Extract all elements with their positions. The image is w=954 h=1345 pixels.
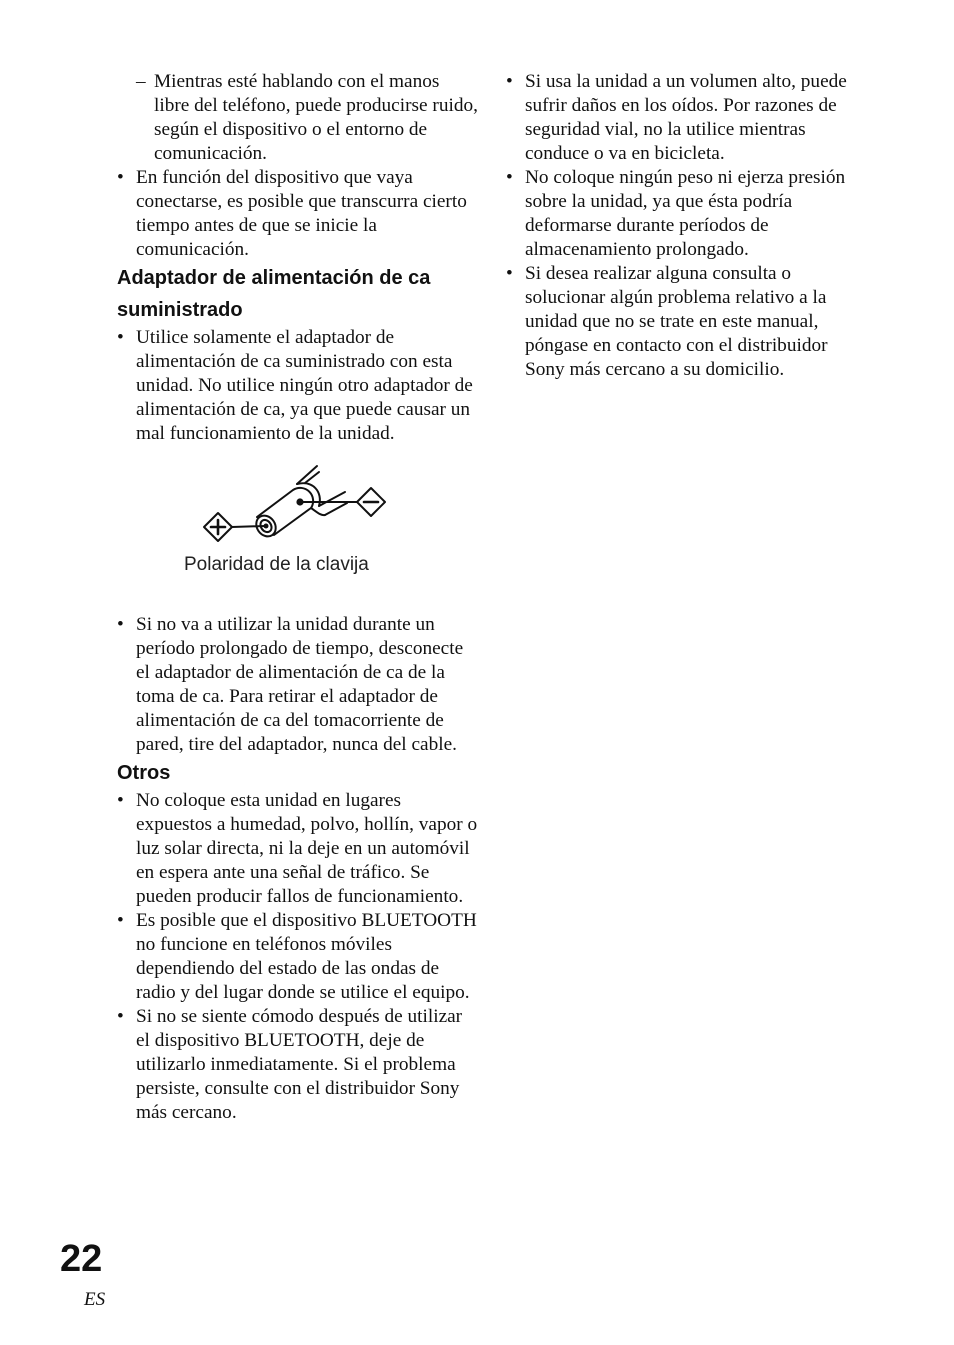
figure-caption: Polaridad de la clavija <box>184 554 369 575</box>
bullet-item: • Si no se siente cómodo después de utilizar el dispositivo BLUETOOTH, deje de utilizarlo inmediatamente. Si el problema persiste, consulte con el distribuidor Sony más cercano. <box>117 1005 479 1125</box>
bullet-item: • Utilice solamente el adaptador de alimentación de ca suministrado con esta unidad. No utilice ningún otro adaptador de alimentación de ca, ya que puede causar un mal funcionamiento de la unidad. <box>117 326 479 446</box>
bullet-item: • Si usa la unidad a un volumen alto, puede sufrir daños en los oídos. Por razones de seguridad vial, no la utilice mientras conduce o va en bicicleta. <box>506 70 866 166</box>
adapter-bullet-list <box>117 326 479 446</box>
bullet-item: • Si no va a utilizar la unidad durante un período prolongado de tiempo, desconecte el adaptador de alimentación de ca de la toma de ca. Para retirar el adaptador de alimentación de ca del tomacorriente de pared, tire del adaptador, nunca del cable. <box>117 613 479 757</box>
intro-dash-list <box>117 70 479 166</box>
adapter-bullet-list-2 <box>117 613 479 757</box>
bullet-item: • Es posible que el dispositivo BLUETOOTH no funcione en teléfonos móviles dependiendo del estado de las ondas de radio y del lugar donde se utilice el equipo. <box>117 909 479 1005</box>
bullet-item: • No coloque ningún peso ni ejerza presión sobre la unidad, ya que ésta podría deformarse durante períodos de almacenamiento prolongado. <box>506 166 866 262</box>
bullet-item: • No coloque esta unidad en lugares expuestos a humedad, polvo, hollín, vapor o luz solar directa, ni la deje en un automóvil en espera ante una señal de tráfico. Se pueden producir fallos de funcionamiento. <box>117 789 479 909</box>
right-bullet-list <box>506 70 866 382</box>
page-number: 22 <box>60 1238 103 1280</box>
section-heading-otros: Otros <box>117 762 171 784</box>
dash-item: – Mientras esté hablando con el manos libre del teléfono, puede producirse ruido, según el dispositivo o el entorno de comunicación. <box>117 70 479 166</box>
language-code: ES <box>84 1289 106 1310</box>
otros-bullet-list <box>117 789 479 1125</box>
section-heading-adaptador: Adaptador de alimentación de ca suministrado <box>117 267 431 321</box>
plug-polarity-diagram-icon <box>201 460 401 552</box>
right-column <box>506 70 866 382</box>
bullet-item: • En función del dispositivo que vaya conectarse, es posible que transcurra cierto tiempo antes de que se inicie la comunicación. <box>117 166 479 262</box>
left-column <box>117 70 479 1125</box>
intro-bullet-list <box>117 166 479 262</box>
plug-polarity-figure <box>117 460 479 594</box>
bullet-item: • Si desea realizar alguna consulta o solucionar algún problema relativo a la unidad que no se trate en este manual, póngase en contacto con el distribuidor Sony más cercano a su domicilio. <box>506 262 866 382</box>
